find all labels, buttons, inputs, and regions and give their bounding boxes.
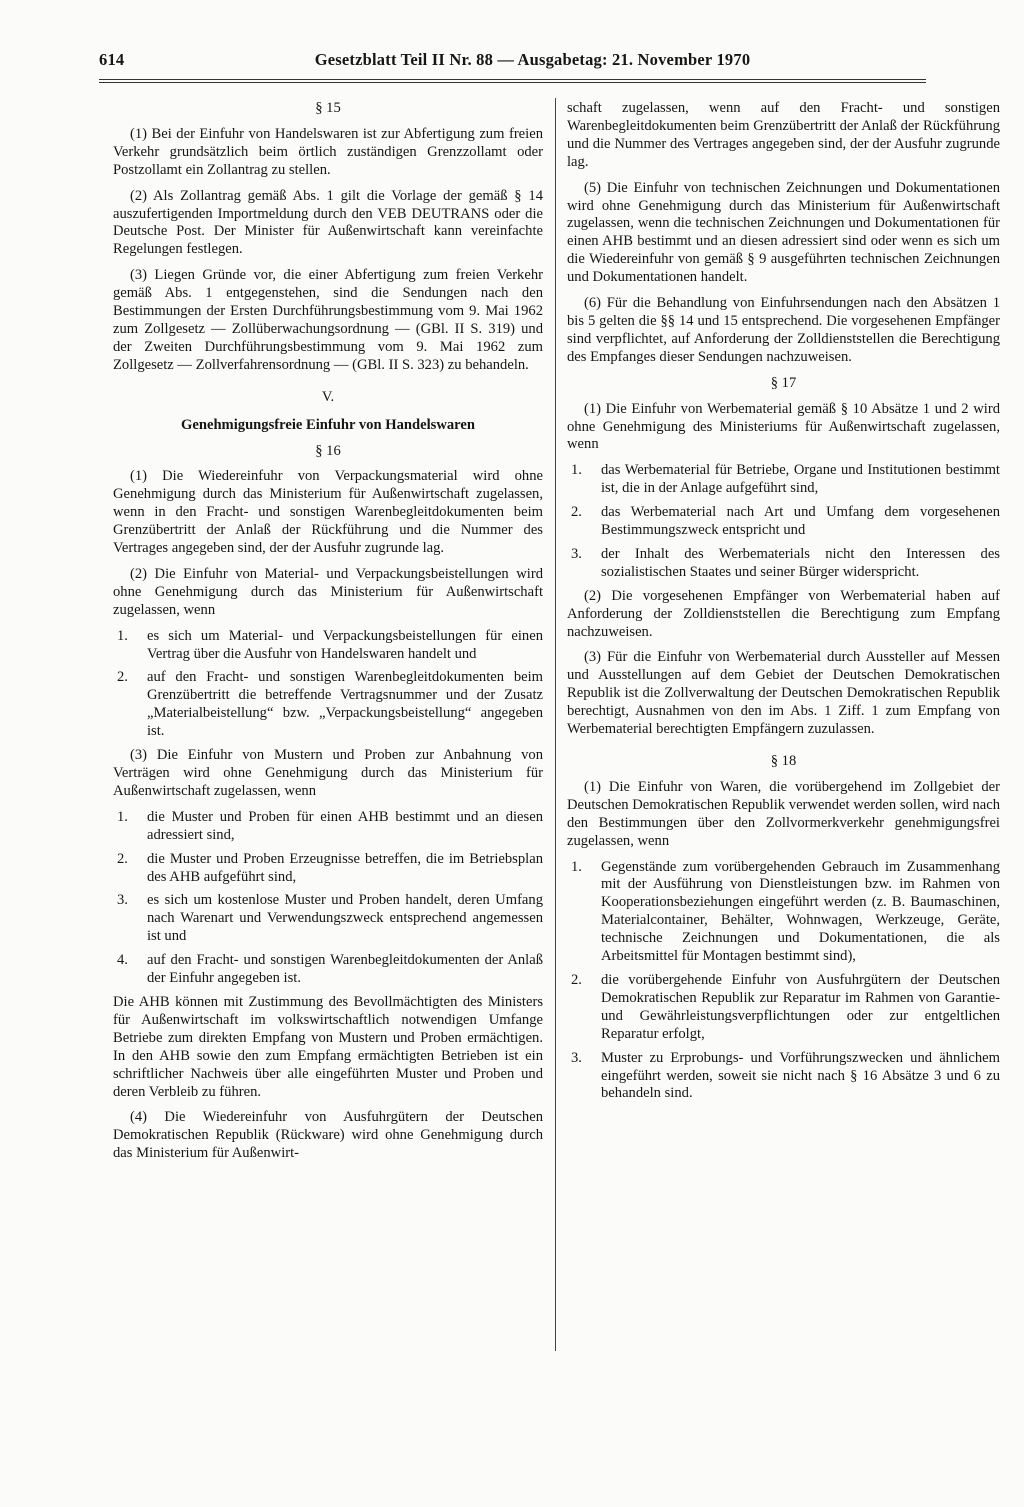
s17-paragraph-1: (1) Die Einfuhr von Werbematerial gemäß § 10 Absätze 1 und 2 wird ohne Genehmigung des Ministeriums für Außenwirtschaft zugelassen, wenn <box>567 400 1000 453</box>
list-item-number: 3. <box>117 892 128 909</box>
section-title: Genehmigungsfreie Einfuhr von Handelswaren <box>181 416 475 433</box>
list-item <box>113 628 543 664</box>
list-item-number: 2. <box>117 669 128 686</box>
s17-paragraph-2: (2) Die vorgesehenen Empfänger von Werbematerial haben auf Anforderung der Zolldienststellen die Berechtigung zum Empfang nachzuweisen. <box>567 587 1000 640</box>
list-item <box>567 1050 1000 1104</box>
list-item-text: auf den Fracht- und sonstigen Warenbegleitdokumenten beim Grenzübertritt die betreffende Vertragsnummer und der Zusatz „Materialbeistellung“ bzw. „Verpackungsbeistellung“ angegeben ist. <box>147 669 543 740</box>
s18-paragraph-1: (1) Die Einfuhr von Waren, die vorübergehend im Zollgebiet der Deutschen Demokratischen Republik verwendet werden sollen, wird nach den Bestimmungen über den Zollvormerkverkehr genehmigungsfrei zugelassen, wenn <box>567 778 1000 849</box>
s15-paragraph-1: (1) Bei der Einfuhr von Handelswaren ist zur Abfertigung zum freien Verkehr grundsätzlich beim örtlich zuständigen Grenzzollamt oder Postzollamt ein Zollantrag zu stellen. <box>113 125 543 178</box>
s17-heading: § 17 <box>770 374 797 391</box>
list-item-text: die Muster und Proben Erzeugnisse betreffen, die im Betriebsplan des AHB aufgeführt sind, <box>147 850 543 885</box>
list-item-text: das Werbematerial nach Art und Umfang dem vorgesehenen Bestimmungszweck entspricht und <box>601 504 1000 539</box>
s15-paragraph-2: (2) Als Zollantrag gemäß Abs. 1 gilt die Vorlage der gemäß § 14 auszufertigenden Importmeldung durch den VEB DEUTRANS oder die Deutsche Post. Der Minister für Außenwirtschaft kann vereinfachte Regelungen festlegen. <box>113 187 543 258</box>
list-item <box>567 504 1000 540</box>
list-item-number: 2. <box>117 850 128 867</box>
list-item-text: auf den Fracht- und sonstigen Warenbegleitdokumenten der Anlaß der Einfuhr angegeben ist. <box>147 952 543 987</box>
list-item-number: 3. <box>571 1049 582 1066</box>
list-item <box>567 972 1000 1044</box>
s16-paragraph-6: (6) Für die Behandlung von Einfuhrsendungen nach den Absätzen 1 bis 5 gelten die §§ 14 und 15 entsprechend. Die vorgesehenen Empfänger sind verpflichtet, auf Anforderung der Zolldienststellen die Berechtigung des Empfanges dieser Sendungen nachzuweisen. <box>567 295 1000 365</box>
header-title: Gesetzblatt Teil II Nr. 88 — Ausgabetag: 21. November 1970 <box>314 50 751 69</box>
list-item <box>113 809 543 845</box>
list-item-number: 1. <box>117 627 128 644</box>
list-item-number: 2. <box>571 504 582 521</box>
list-item-text: Gegenstände zum vorübergehenden Gebrauch im Zusammenhang mit der Ausführung von Dienstleistungen bzw. im Rahmen von Kooperationsbeziehungen eingeführt werden (z. B. Baumaschinen, Materialcontainer, Behälter, Wohnwagen, Werkzeuge, Geräte, technische Zeichnungen und Dokumentationen, die als Arbeitsmittel für Montagen bestimmt sind), <box>601 858 1000 965</box>
list-item <box>113 892 543 946</box>
list-item-number: 1. <box>117 808 128 825</box>
right-column <box>567 100 1000 1109</box>
list-item <box>113 851 543 887</box>
list-item-number: 3. <box>571 545 582 562</box>
s16-paragraph-3: (3) Die Einfuhr von Mustern und Proben zur Anbahnung von Verträgen wird ohne Genehmigung durch das Ministerium für Außenwirtschaft zugelassen, wenn <box>113 747 543 799</box>
list-item-number: 1. <box>571 858 582 875</box>
s16-heading: § 16 <box>315 442 341 459</box>
s17-paragraph-3: (3) Für die Einfuhr von Werbematerial durch Aussteller auf Messen und Ausstellungen auf dem Gebiet der Deutschen Demokratischen Republik ist die Zollverwaltung der Deutschen Demokratischen Republik berechtigt, Ausnahmen von den im Abs. 1 Ziff. 1 zum Empfang von Werbematerial berechtigten Empfängern zuzulassen. <box>567 649 1000 738</box>
s15-paragraph-3: (3) Liegen Gründe vor, die einer Abfertigung zum freien Verkehr gemäß Abs. 1 entgegenstehen, sind die Sendungen nach den Bestimmungen der Ersten Durchführungsbestimmung vom 9. Mai 1962 zum Zollgesetz — Zollüberwachungsordnung — (GBl. II S. 319) und der Zweiten Durchführungsbestimmung vom 9. Mai 1962 zum Zollgesetz — Zollverfahrensordnung — (GBl. II S. 323) zu behandeln. <box>113 267 543 373</box>
s16-paragraph-2: (2) Die Einfuhr von Material- und Verpackungsbeistellungen wird ohne Genehmigung durch das Ministerium für Außenwirtschaft zugelassen, wenn <box>113 565 543 618</box>
list-item-text: es sich um Material- und Verpackungsbeistellungen für einen Vertrag über die Ausfuhr von Handelswaren handelt und <box>147 627 543 662</box>
list-item-text: die vorübergehende Einfuhr von Ausfuhrgütern der Deutschen Demokratischen Republik zur Reparatur im Rahmen von Garantie- und Gewährleistungsverpflichtungen oder zur entgeltlichen Reparatur erfolgt, <box>601 971 1000 1042</box>
list-item-number: 1. <box>571 462 582 479</box>
page-header <box>99 50 926 78</box>
section-number: V. <box>321 388 335 405</box>
s18-heading: § 18 <box>770 753 797 769</box>
list-item-number: 4. <box>117 952 128 969</box>
list-item-text: Muster zu Erprobungs- und Vorführungszwecken und ähnlichem eingeführt werden, soweit sie nicht nach § 16 Absätze 3 und 6 zu behandeln sind. <box>601 1049 1000 1102</box>
list-item <box>113 669 543 741</box>
list-item-text: das Werbematerial für Betriebe, Organe und Institutionen bestimmt ist, die in der Anlage aufgeführt sind, <box>601 462 1000 497</box>
list-item <box>113 952 543 988</box>
list-item <box>567 859 1000 966</box>
list-item <box>567 546 1000 582</box>
list-item-text: es sich um kostenlose Muster und Proben handelt, deren Umfang nach Warenart und Verwendungszweck entsprechend angemessen ist und <box>147 892 543 945</box>
s15-heading: § 15 <box>315 100 341 116</box>
header-rule-top <box>99 79 926 80</box>
list-item-text: die Muster und Proben für einen AHB bestimmt und an diesen adressiert sind, <box>147 808 543 843</box>
page-number: 614 <box>99 50 125 69</box>
left-column <box>113 100 543 1171</box>
list-item <box>567 462 1000 498</box>
column-divider <box>555 98 556 1351</box>
s16-paragraph-4: (4) Die Wiedereinfuhr von Ausfuhrgütern der Deutschen Demokratischen Republik (Rückware) wird ohne Genehmigung durch das Ministerium für Außenwirt- <box>113 1109 543 1162</box>
s16-paragraph-1: (1) Die Wiedereinfuhr von Verpackungsmaterial wird ohne Genehmigung durch das Ministerium für Außenwirtschaft zugelassen, wenn in den Fracht- und sonstigen Warenbegleitdokumenten beim Grenzübertritt der Anlaß der Rückführung und die Nummer des Vertrages angegeben sind, der der Ausfuhr zugrunde lag. <box>113 468 543 557</box>
list-item-text: der Inhalt des Werbematerials nicht den Interessen des sozialistischen Staates und seiner Bürger widerspricht. <box>601 545 1000 580</box>
header-rule-bottom <box>99 82 926 83</box>
s16-ahb-paragraph: Die AHB können mit Zustimmung des Bevollmächtigten des Ministers für Außenwirtschaft im volkswirtschaftlich notwendigen Umfange Betriebe zum direkten Empfang von Mustern und Proben ermächtigen. In den AHB sowie den zum Empfang ermächtigten Betrieben ist ein schriftlicher Nachweis über alle eingeführten Muster und Proben und deren Verbleib zu führen. <box>113 993 543 1100</box>
list-item-number: 2. <box>571 971 582 988</box>
s16-paragraph-5: (5) Die Einfuhr von technischen Zeichnungen und Dokumentationen wird ohne Genehmigung durch das Ministerium für Außenwirtschaft zugelassen, wenn die technischen Zeichnungen und Dokumentationen für einen AHB bestimmt und an diesen adressiert sind oder wenn es sich um die Wiedereinfuhr von gemäß § 9 ausgeführten technischen Zeichnungen und Dokumentationen handelt. <box>567 179 1000 286</box>
s16-paragraph-4-continued: schaft zugelassen, wenn auf den Fracht- und sonstigen Warenbegleitdokumenten beim Grenzübertritt der Anlaß der Rückführung und die Nummer des Vertrages angegeben sind, der der Ausfuhr zugrunde lag. <box>567 100 1000 170</box>
